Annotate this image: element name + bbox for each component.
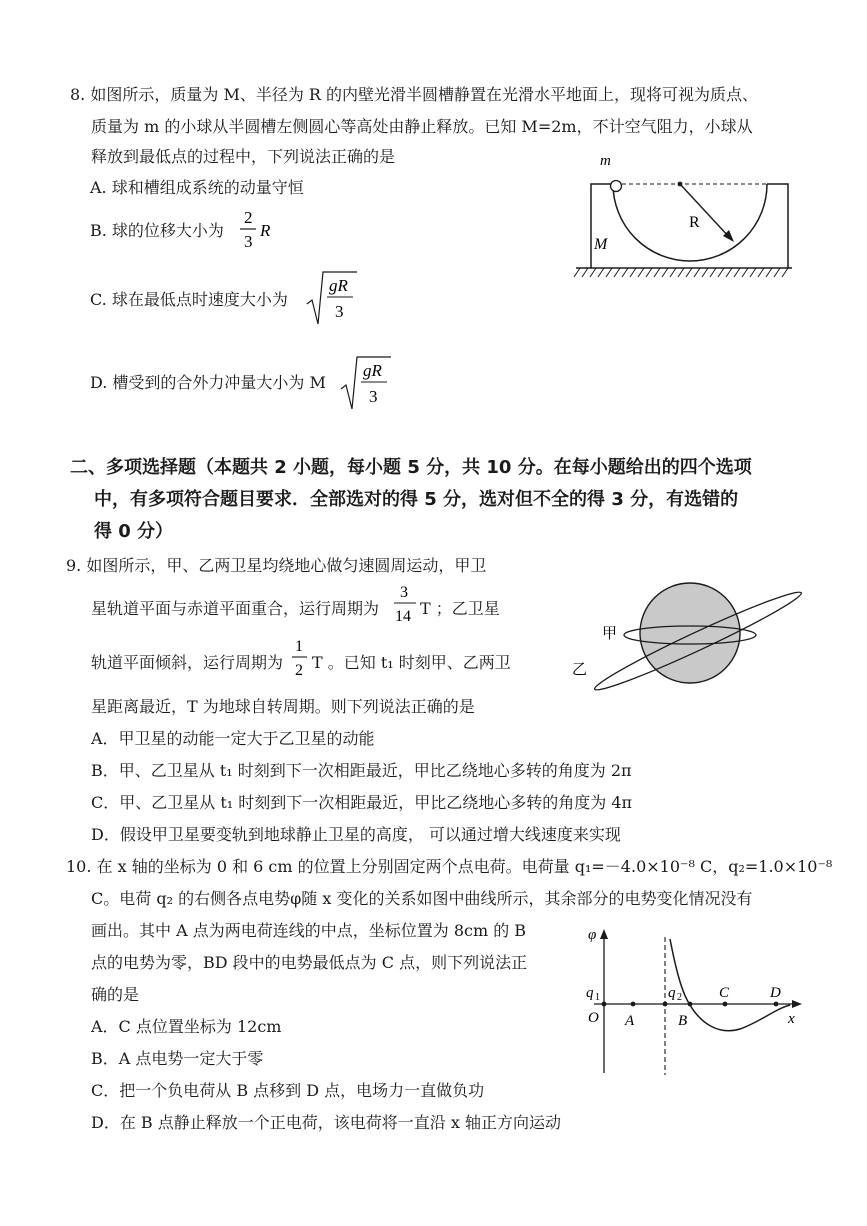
q9-fraction-1-2 <box>290 634 312 684</box>
q10-stem-line-3: 画出。其中 A 点为两电荷连线的中点，坐标位置为 8cm 的 B <box>91 921 527 940</box>
section-2-heading-line-2: 中，有多项符合题目要求．全部选对的得 5 分，选对但不全的得 3 分，有选错的 <box>94 489 739 510</box>
q10-stem-line-2: C。电荷 q₂ 的右侧各点电势φ随 x 变化的关系如图中曲线所示，其余部分的电势变化情况没有 <box>91 889 753 908</box>
label-phi: φ <box>588 927 597 943</box>
q8-c-rad-denominator: 3 <box>335 302 344 321</box>
q10-stem-line-1: 10. 在 x 轴的坐标为 0 和 6 cm 的位置上分别固定两个点电荷。电荷量 q₁=－4.0×10⁻⁸ C，q₂=1.0×10⁻⁸ <box>66 857 833 876</box>
earth-icon <box>640 583 740 683</box>
q8-d-rad-numerator: gR <box>363 361 382 380</box>
q8-d-rad-denominator: 3 <box>369 387 378 406</box>
q9-option-d: D．假设甲卫星要变轨到地球静止卫星的高度， 可以通过增大线速度来实现 <box>91 825 621 844</box>
q9-frac1-numerator: 3 <box>400 584 408 601</box>
q8-stem-line-1: 8. 如图所示，质量为 M、半径为 R 的内壁光滑半圆槽静置在光滑水平地面上，现将可视为质点、 <box>70 85 759 104</box>
x-axis-arrow-icon <box>792 1000 802 1008</box>
label-b: B <box>678 1013 688 1029</box>
q10-option-c: C．把一个负电荷从 B 点移到 D 点，电场力一直做负功 <box>91 1081 485 1100</box>
q9-option-a: A．甲卫星的动能一定大于乙卫星的动能 <box>91 729 375 748</box>
label-big-m: M <box>594 236 608 253</box>
label-c: C <box>719 985 730 1001</box>
q8-stem-line-3: 释放到最低点的过程中，下列说法正确的是 <box>91 147 396 166</box>
q8-option-c-radical <box>305 268 361 328</box>
label-q1-sub: 1 <box>595 992 600 1003</box>
label-q2: q <box>668 985 676 1001</box>
q9-stem-line-2b: T ；乙卫星 <box>420 599 500 618</box>
q8-option-a: A. 球和槽组成系统的动量守恒 <box>90 178 304 197</box>
label-yi: 乙 <box>572 662 588 678</box>
label-q2-sub: 2 <box>677 992 682 1003</box>
q9-option-c: C．甲、乙卫星从 t₁ 时刻到下一次相距最近，甲比乙绕地心多转的角度为 4π <box>91 793 633 812</box>
q10-figure-potential-curve <box>580 925 810 1080</box>
q8-option-d-radical <box>339 353 395 413</box>
label-a: A <box>625 1013 635 1029</box>
q8-option-d: D. 槽受到的合外力冲量大小为 M <box>90 373 326 392</box>
q8-c-rad-numerator: gR <box>329 276 348 295</box>
q9-stem-line-1: 9. 如图所示，甲、乙两卫星均绕地心做匀速圆周运动，甲卫 <box>66 556 487 575</box>
q9-frac2-numerator: 1 <box>295 638 303 655</box>
q8-stem-line-2: 质量为 m 的小球从半圆槽左侧圆心等高处由静止释放。已知 M=2m，不计空气阻力，小球从 <box>91 117 753 136</box>
q9-stem-line-2a: 星轨道平面与赤道平面重合，运行周期为 <box>91 599 380 618</box>
label-q1: q <box>586 985 594 1001</box>
q8-b-numerator: 2 <box>244 208 253 227</box>
q8-figure-semicircular-groove <box>570 150 800 285</box>
label-m: m <box>600 153 611 169</box>
q9-stem-line-3a: 轨道平面倾斜，运行周期为 <box>91 653 284 672</box>
q10-stem-line-5: 确的是 <box>91 985 140 1004</box>
section-2-heading-line-1: 二、多项选择题（本题共 2 小题，每小题 5 分，共 10 分。在每小题给出的四个选项 <box>70 457 752 478</box>
label-o: O <box>588 1010 599 1026</box>
q8-option-b: B. 球的位移大小为 <box>90 221 224 240</box>
q10-option-d: D．在 B 点静止释放一个正电荷，该电荷将一直沿 x 轴正方向运动 <box>91 1113 561 1132</box>
q8-option-b-fraction <box>236 205 276 257</box>
phi-axis-arrow-icon <box>600 929 608 939</box>
q9-frac1-denominator: 14 <box>395 608 411 625</box>
label-jia: 甲 <box>602 626 618 642</box>
q10-stem-line-4: 点的电势为零，BD 段中的电势最低点为 C 点，则下列说法正 <box>91 953 528 972</box>
label-r: R <box>689 214 700 231</box>
q9-option-b: B．甲、乙卫星从 t₁ 时刻到下一次相距最近，甲比乙绕地心多转的角度为 2π <box>91 761 632 780</box>
q9-figure-earth-satellites <box>568 578 808 708</box>
section-2-heading-line-3: 得 0 分） <box>94 521 174 542</box>
ball-icon <box>611 181 622 192</box>
q10-option-a: A．C 点位置坐标为 12cm <box>91 1017 282 1036</box>
q9-frac2-denominator: 2 <box>295 662 303 679</box>
q8-b-r: R <box>260 221 271 240</box>
q9-stem-line-3b: T 。已知 t₁ 时刻甲、乙两卫 <box>312 653 511 672</box>
label-x: x <box>788 1011 795 1027</box>
q8-option-c: C. 球在最低点时速度大小为 <box>90 290 288 309</box>
q8-b-denominator: 3 <box>244 232 253 251</box>
q9-stem-line-4: 星距离最近，T 为地球自转周期。则下列说法正确的是 <box>91 697 475 716</box>
label-d: D <box>770 985 781 1001</box>
q9-fraction-3-14 <box>391 580 423 630</box>
q10-option-b: B．A 点电势一定大于零 <box>91 1049 264 1068</box>
